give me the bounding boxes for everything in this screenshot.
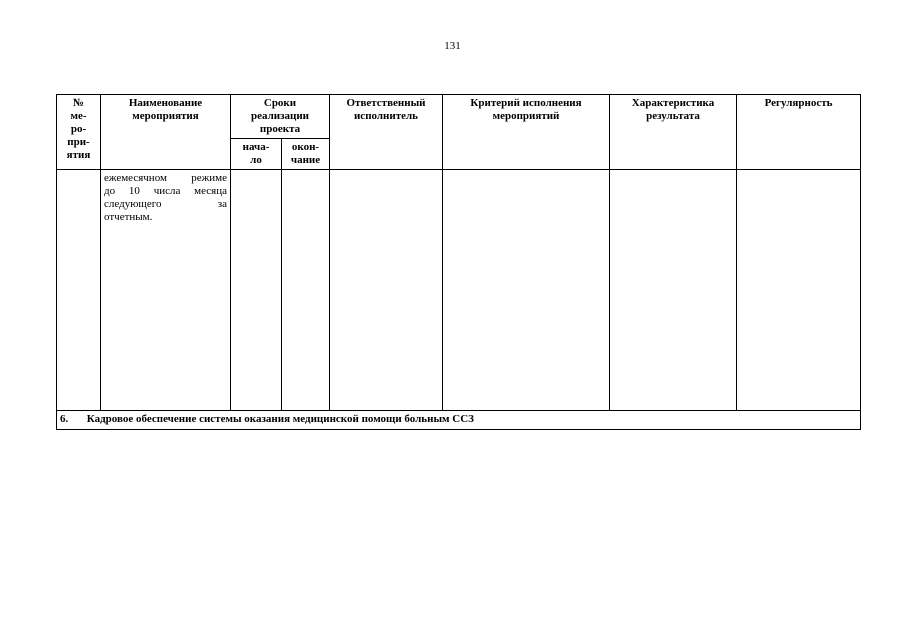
cell-name-line: до 10 числа месяца xyxy=(104,185,227,197)
header-criterion: Критерий исполнения мероприятий xyxy=(443,95,610,170)
header-end-line: окон- xyxy=(291,141,320,153)
header-end xyxy=(282,139,330,170)
cell-number xyxy=(57,170,101,411)
cell-name xyxy=(101,170,231,411)
header-number-line: ро- xyxy=(70,123,87,135)
cell-name-line: следующего за xyxy=(104,198,227,210)
cell-end xyxy=(282,170,330,411)
header-name: Наименование мероприятия xyxy=(101,95,231,170)
header-number-line: ятия xyxy=(66,149,91,161)
cell-responsible xyxy=(330,170,443,411)
table-row xyxy=(57,170,861,411)
section-row xyxy=(57,411,861,430)
header-responsible: Ответственный исполнитель xyxy=(330,95,443,170)
cell-name-line: ежемесячном режиме xyxy=(104,172,227,184)
header-terms: Сроки реализации проекта xyxy=(231,95,330,139)
cell-name-line: отчетным. xyxy=(104,211,153,223)
header-number-line: при- xyxy=(67,136,90,148)
page-number: 131 xyxy=(444,40,461,52)
header-row-1 xyxy=(57,95,861,139)
section-title: Кадровое обеспечение системы оказания медицинской помощи больным ССЗ xyxy=(86,413,474,425)
section-heading xyxy=(57,411,861,430)
header-regularity: Регулярность xyxy=(737,95,861,170)
header-start-line: ло xyxy=(250,154,262,166)
cell-characteristic xyxy=(610,170,737,411)
cell-start xyxy=(231,170,282,411)
section-number: 6. xyxy=(60,413,69,425)
header-number-line: ме- xyxy=(70,110,87,122)
cell-regularity xyxy=(737,170,861,411)
header-number xyxy=(57,95,101,170)
header-end-line: чание xyxy=(290,154,321,166)
header-number-line: № xyxy=(72,97,85,109)
header-start xyxy=(231,139,282,170)
header-characteristic: Характеристика результата xyxy=(610,95,737,170)
cell-criterion xyxy=(443,170,610,411)
header-start-line: нача- xyxy=(242,141,270,153)
activities-table xyxy=(56,94,861,430)
